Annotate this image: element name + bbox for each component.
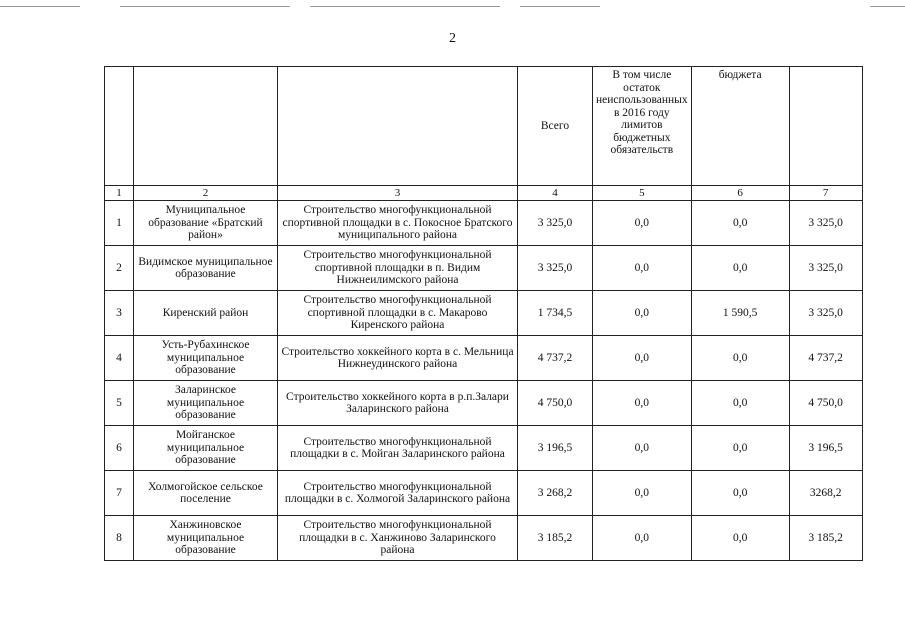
column-number: 7 xyxy=(789,186,862,201)
budget-cell: 0,0 xyxy=(691,336,789,381)
municipality-cell: Мойганское муниципальное образование xyxy=(134,426,278,471)
header-cell-budget: бюджета xyxy=(691,67,789,186)
scan-edge-line xyxy=(120,6,290,7)
municipality-cell: Муниципальное образование «Братский район» xyxy=(134,201,278,246)
budget-cell: 0,0 xyxy=(691,426,789,471)
municipality-cell: Холмогойское сельское поселение xyxy=(134,471,278,516)
scan-edge-line xyxy=(310,6,500,7)
header-cell xyxy=(789,67,862,186)
unused-limits-cell: 0,0 xyxy=(593,381,692,426)
table-header-row xyxy=(105,67,863,186)
row-number: 1 xyxy=(105,201,134,246)
budget-allocation-table xyxy=(104,66,863,561)
budget-cell: 1 590,5 xyxy=(691,291,789,336)
table-row xyxy=(105,471,863,516)
municipality-cell: Заларинское муниципальное образование xyxy=(134,381,278,426)
column-number: 6 xyxy=(691,186,789,201)
page-number: 2 xyxy=(449,31,456,46)
budget-cell: 0,0 xyxy=(691,381,789,426)
unused-limits-cell: 0,0 xyxy=(593,246,692,291)
table-row xyxy=(105,246,863,291)
unused-limits-cell: 0,0 xyxy=(593,516,692,561)
total-cell: 3 325,0 xyxy=(518,246,593,291)
total-cell: 3 325,0 xyxy=(518,201,593,246)
total-cell: 3 268,2 xyxy=(518,471,593,516)
total-cell: 4 737,2 xyxy=(518,336,593,381)
unused-limits-cell: 0,0 xyxy=(593,336,692,381)
budget-cell: 0,0 xyxy=(691,516,789,561)
amount-cell: 3 325,0 xyxy=(789,246,862,291)
project-cell: Строительство многофункциональной площадки в с. Ханжиново Заларинского района xyxy=(278,516,518,561)
header-cell xyxy=(105,67,134,186)
amount-cell: 4 737,2 xyxy=(789,336,862,381)
row-number: 2 xyxy=(105,246,134,291)
table-row xyxy=(105,201,863,246)
table-row xyxy=(105,291,863,336)
column-number: 4 xyxy=(518,186,593,201)
column-number: 3 xyxy=(278,186,518,201)
amount-cell: 4 750,0 xyxy=(789,381,862,426)
amount-cell: 3 325,0 xyxy=(789,291,862,336)
scan-edge-line xyxy=(520,6,600,7)
header-cell-unused-limits: В том числе остаток неиспользованных в 2016 году лимитов бюджетных обязательств xyxy=(593,67,692,186)
scan-edge-line xyxy=(870,6,905,7)
row-number: 8 xyxy=(105,516,134,561)
scan-edge-line xyxy=(0,6,80,7)
column-number-row xyxy=(105,186,863,201)
row-number: 5 xyxy=(105,381,134,426)
row-number: 4 xyxy=(105,336,134,381)
unused-limits-cell: 0,0 xyxy=(593,291,692,336)
column-number: 5 xyxy=(593,186,692,201)
municipality-cell: Видимское муниципальное образование xyxy=(134,246,278,291)
project-cell: Строительство хоккейного корта в р.п.Залари Заларинского района xyxy=(278,381,518,426)
project-cell: Строительство многофункциональной площадки в с. Мойган Заларинского района xyxy=(278,426,518,471)
amount-cell: 3 325,0 xyxy=(789,201,862,246)
budget-cell: 0,0 xyxy=(691,471,789,516)
total-cell: 3 185,2 xyxy=(518,516,593,561)
amount-cell: 3 185,2 xyxy=(789,516,862,561)
budget-cell: 0,0 xyxy=(691,201,789,246)
unused-limits-cell: 0,0 xyxy=(593,471,692,516)
total-cell: 3 196,5 xyxy=(518,426,593,471)
project-cell: Строительство многофункциональной площадки в с. Холмогой Заларинского района xyxy=(278,471,518,516)
row-number: 6 xyxy=(105,426,134,471)
project-cell: Строительство хоккейного корта в с. Мельница Нижнеудинского района xyxy=(278,336,518,381)
column-number: 1 xyxy=(105,186,134,201)
header-cell-total: Всего xyxy=(518,67,593,186)
table-row xyxy=(105,381,863,426)
table-row xyxy=(105,336,863,381)
header-cell xyxy=(278,67,518,186)
table-row xyxy=(105,426,863,471)
budget-cell: 0,0 xyxy=(691,246,789,291)
unused-limits-cell: 0,0 xyxy=(593,201,692,246)
amount-cell: 3 196,5 xyxy=(789,426,862,471)
unused-limits-cell: 0,0 xyxy=(593,426,692,471)
total-cell: 1 734,5 xyxy=(518,291,593,336)
header-cell xyxy=(134,67,278,186)
table-row xyxy=(105,516,863,561)
amount-cell: 3268,2 xyxy=(789,471,862,516)
municipality-cell: Киренский район xyxy=(134,291,278,336)
project-cell: Строительство многофункциональной спортивной площадки в с. Покосное Братского муниципального района xyxy=(278,201,518,246)
total-cell: 4 750,0 xyxy=(518,381,593,426)
row-number: 3 xyxy=(105,291,134,336)
project-cell: Строительство многофункциональной спортивной площадки в п. Видим Нижнеилимского района xyxy=(278,246,518,291)
row-number: 7 xyxy=(105,471,134,516)
municipality-cell: Ханжиновское муниципальное образование xyxy=(134,516,278,561)
project-cell: Строительство многофункциональной спортивной площадки в с. Макарово Киренского района xyxy=(278,291,518,336)
column-number: 2 xyxy=(134,186,278,201)
municipality-cell: Усть-Рубахинское муниципальное образование xyxy=(134,336,278,381)
